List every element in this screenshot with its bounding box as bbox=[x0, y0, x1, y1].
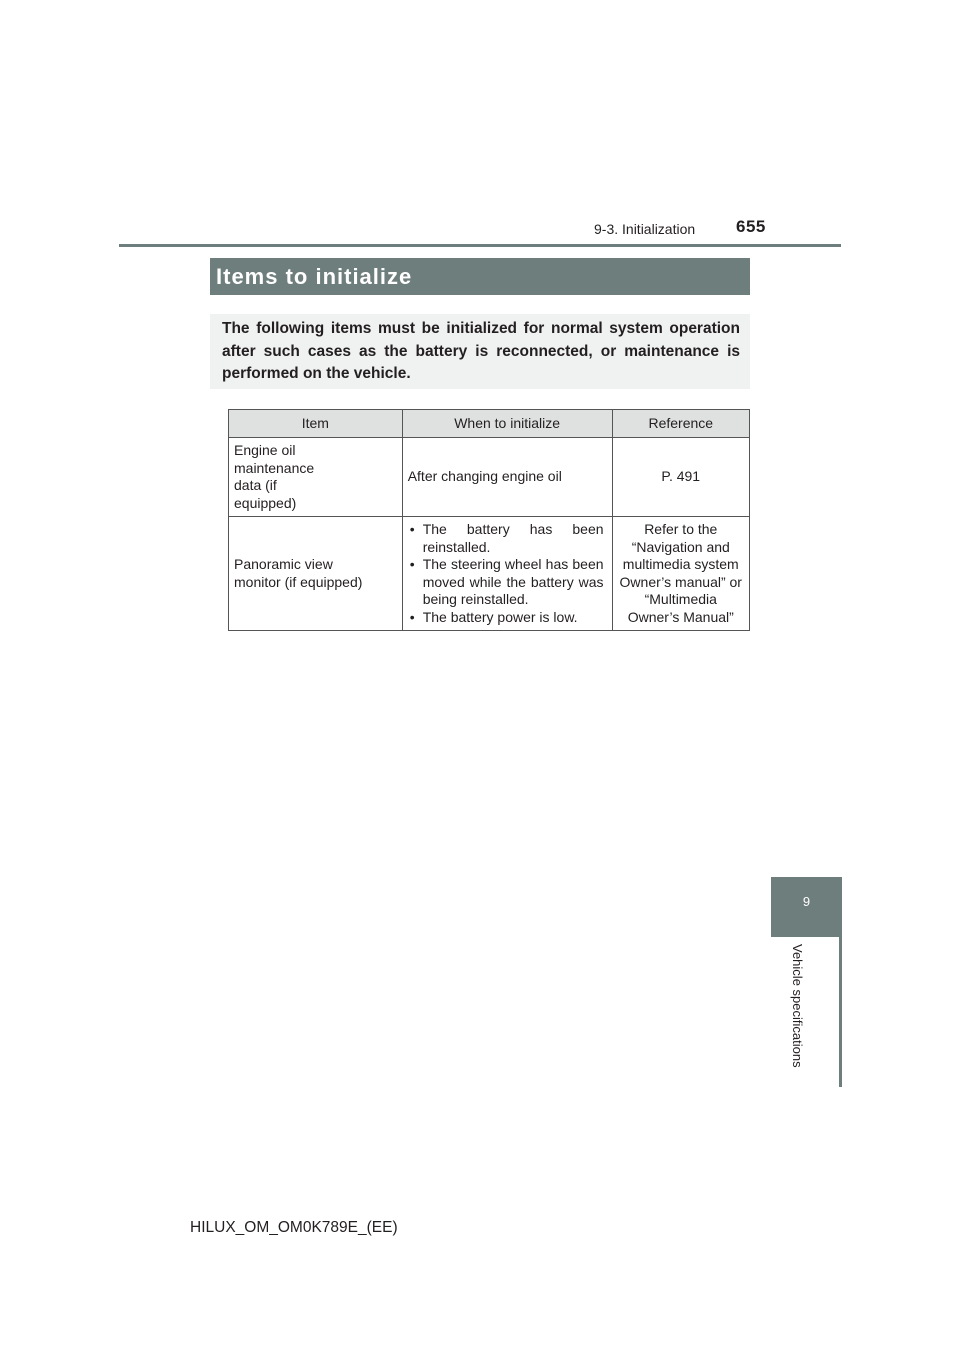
section-reference: 9-3. Initialization bbox=[594, 221, 696, 237]
cell-reference: Refer to the “Navigation and multimedia system Owner’s manual” or “Multimedia Owner’s Manual” bbox=[612, 517, 749, 631]
cell-item: Engine oil maintenance data (if equipped) bbox=[229, 438, 403, 517]
table-row bbox=[229, 438, 750, 517]
cell-when: After changing engine oil bbox=[402, 438, 612, 517]
table-row bbox=[229, 517, 750, 631]
side-divider bbox=[839, 937, 842, 1087]
cell-when bbox=[402, 517, 612, 631]
intro-paragraph: The following items must be initialized for normal system operation after such cases as the battery is reconnected, or maintenance is performed on the vehicle. bbox=[210, 314, 750, 389]
condition-list bbox=[408, 521, 604, 626]
header-divider bbox=[119, 244, 841, 247]
section-heading: Items to initialize bbox=[210, 258, 750, 295]
list-item: • The battery power is low. bbox=[408, 609, 604, 627]
list-item: • The battery has been reinstalled. bbox=[408, 521, 604, 556]
chapter-tab: 9 bbox=[771, 877, 842, 937]
document-code: HILUX_OM_OM0K789E_(EE) bbox=[190, 1219, 398, 1236]
page-number: 655 bbox=[736, 217, 766, 236]
cell-reference: P. 491 bbox=[612, 438, 749, 517]
table-header-row bbox=[229, 410, 750, 438]
column-header-reference: Reference bbox=[612, 410, 749, 438]
column-header-item: Item bbox=[229, 410, 403, 438]
column-header-when: When to initialize bbox=[402, 410, 612, 438]
chapter-title: Vehicle specifications bbox=[790, 944, 805, 1068]
initialization-table bbox=[228, 409, 750, 631]
list-item: • The steering wheel has been moved while the battery was being reinstalled. bbox=[408, 556, 604, 609]
cell-item: Panoramic view monitor (if equipped) bbox=[229, 517, 403, 631]
